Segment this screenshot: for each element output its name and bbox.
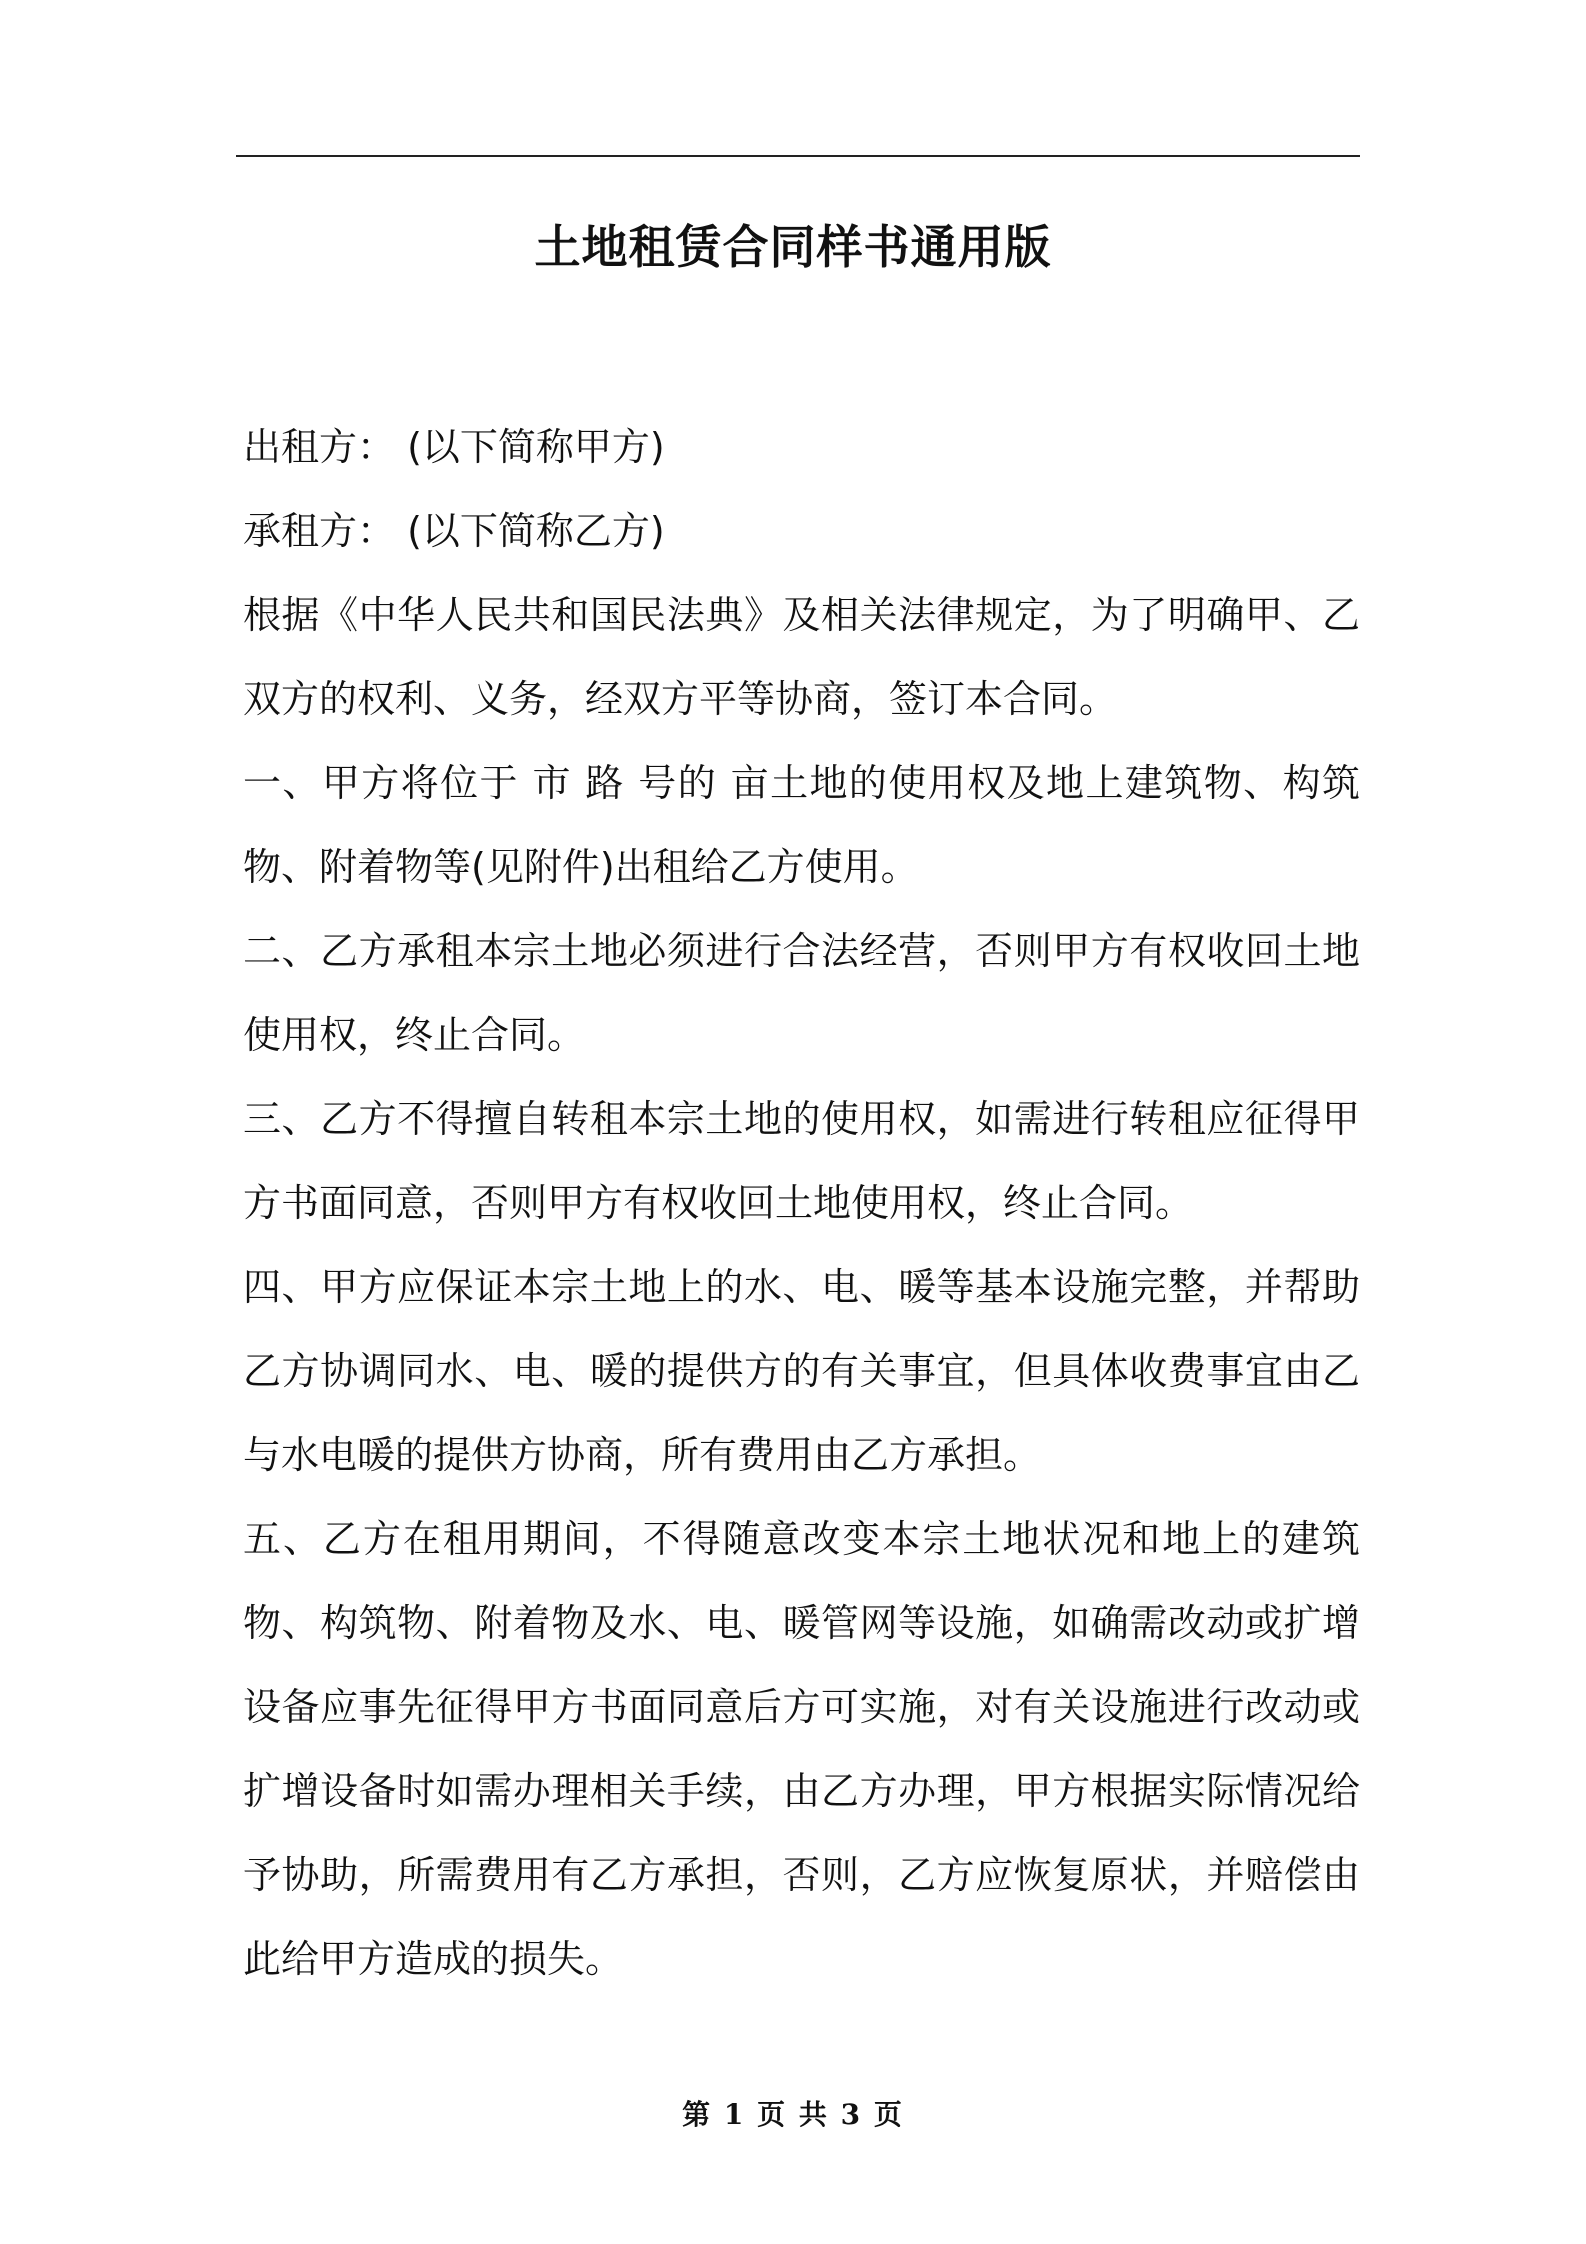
paragraph-lessor: 出租方： (以下简称甲方) [243,425,665,469]
paragraph-lessee: 承租方： (以下简称乙方) [243,509,665,553]
paragraph-preamble: 根据《中华人民共和国民法典》及相关法律规定，为了明确甲、乙双方的权利、义务，经双方平等协商，签订本合同。 [243,593,1360,721]
page-number-footer: 第 1 页 共 3 页 [682,2098,904,2131]
document-title: 土地租赁合同样书通用版 [534,220,1052,274]
paragraph-clause-4: 四、甲方应保证本宗土地上的水、电、暖等基本设施完整，并帮助乙方协调同水、电、暖的提供方的有关事宜，但具体收费事宜由乙与水电暖的提供方协商，所有费用由乙方承担。 [243,1265,1360,1477]
paragraph-clause-1: 一、甲方将位于 市 路 号的 亩土地的使用权及地上建筑物、构筑物、附着物等(见附件)出租给乙方使用。 [243,761,1360,889]
paragraph-clause-3: 三、乙方不得擅自转租本宗土地的使用权，如需进行转租应征得甲方书面同意，否则甲方有权收回土地使用权，终止合同。 [243,1097,1360,1225]
header-rule [236,155,1360,157]
paragraph-clause-5: 五、乙方在租用期间，不得随意改变本宗土地状况和地上的建筑物、构筑物、附着物及水、电、暖管网等设施，如确需改动或扩增设备应事先征得甲方书面同意后方可实施，对有关设施进行改动或扩增设备时如需办理相关手续，由乙方办理，甲方根据实际情况给予协助，所需费用有乙方承担，否则，乙方应恢复原状，并赔偿由此给甲方造成的损失。 [243,1517,1360,1981]
document-body [243,405,1360,2001]
paragraph-clause-2: 二、乙方承租本宗土地必须进行合法经营，否则甲方有权收回土地使用权，终止合同。 [243,929,1360,1057]
